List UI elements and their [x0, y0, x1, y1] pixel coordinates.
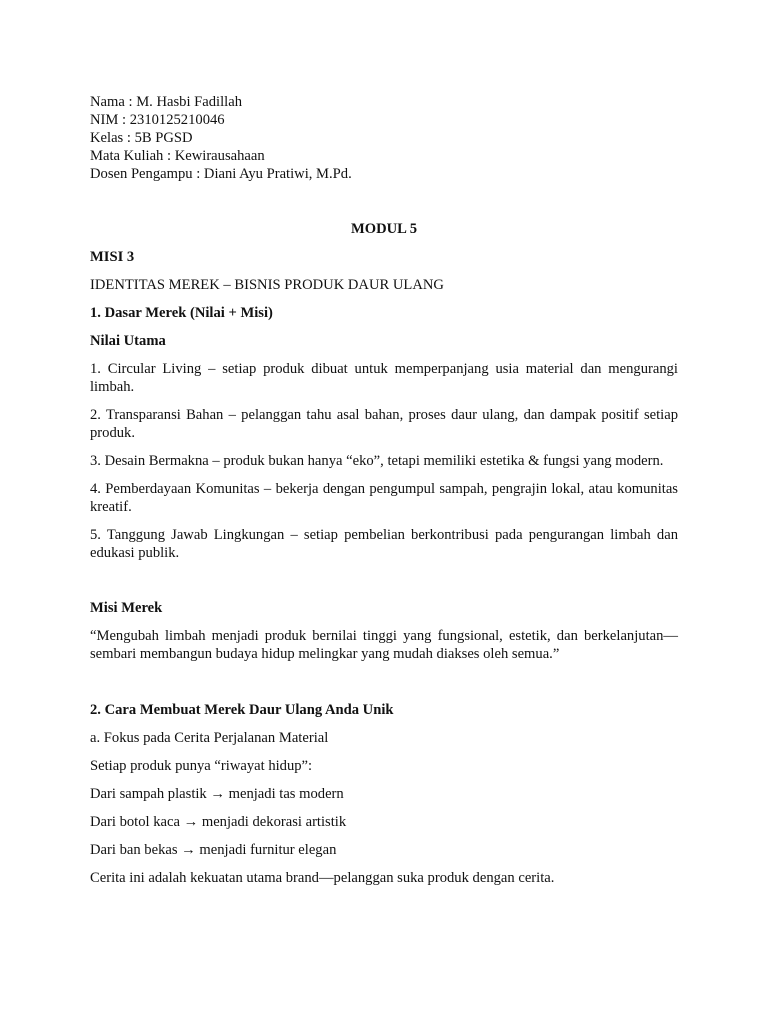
section2-heading: 2. Cara Membuat Merek Daur Ulang Anda Unik: [90, 702, 394, 718]
document-page: [90, 93, 678, 887]
student-class: Kelas : 5B PGSD: [90, 130, 193, 146]
student-info: [90, 93, 678, 183]
document-title: MODUL 5: [350, 221, 418, 237]
section1-heading: 1. Dasar Merek (Nilai + Misi): [90, 305, 273, 321]
student-name: Nama : M. Hasbi Fadillah: [90, 94, 242, 110]
material-journey-item-1: Dari sampah plastik → menjadi tas modern: [90, 786, 344, 802]
material-journey-item-3: Dari ban bekas → menjadi furnitur elegan: [90, 842, 337, 858]
subsection-a-heading: a. Fokus pada Cerita Perjalanan Material: [90, 730, 329, 746]
value-item-5: 5. Tanggung Jawab Lingkungan – setiap pembelian berkontribusi pada pengurangan limbah dan edukasi publik.: [90, 527, 678, 561]
brand-mission-text: “Mengubah limbah menjadi produk bernilai tinggi yang fungsional, estetik, dan berkelanjutan—sembari membangun budaya hidup melingkar yang mudah diakses oleh semua.”: [90, 628, 678, 662]
closing-sentence: Cerita ini adalah kekuatan utama brand—pelanggan suka produk dengan cerita.: [90, 870, 555, 886]
value-item-2: 2. Transparansi Bahan – pelanggan tahu asal bahan, proses daur ulang, dan dampak positif setiap produk.: [90, 407, 678, 441]
value-item-1: 1. Circular Living – setiap produk dibuat untuk memperpanjang usia material dan mengurangi limbah.: [90, 361, 678, 395]
value-item-4: 4. Pemberdayaan Komunitas – bekerja dengan pengumpul sampah, pengrajin lokal, atau komunitas kreatif.: [90, 481, 678, 515]
course-name: Mata Kuliah : Kewirausahaan: [90, 148, 265, 164]
student-nim: NIM : 2310125210046: [90, 112, 225, 128]
brand-mission-heading: Misi Merek: [90, 600, 163, 616]
value-item-3: 3. Desain Bermakna – produk bukan hanya “eko”, tetapi memiliki estetika & fungsi yang modern.: [90, 453, 664, 469]
mission-label: MISI 3: [90, 249, 135, 265]
life-history-intro: Setiap produk punya “riwayat hidup”:: [90, 758, 313, 774]
lecturer-name: Dosen Pengampu : Diani Ayu Pratiwi, M.Pd.: [90, 166, 352, 182]
core-values-heading: Nilai Utama: [90, 333, 166, 349]
brand-identity-heading: IDENTITAS MEREK – BISNIS PRODUK DAUR ULANG: [90, 277, 444, 293]
material-journey-item-2: Dari botol kaca → menjadi dekorasi artistik: [90, 814, 347, 830]
